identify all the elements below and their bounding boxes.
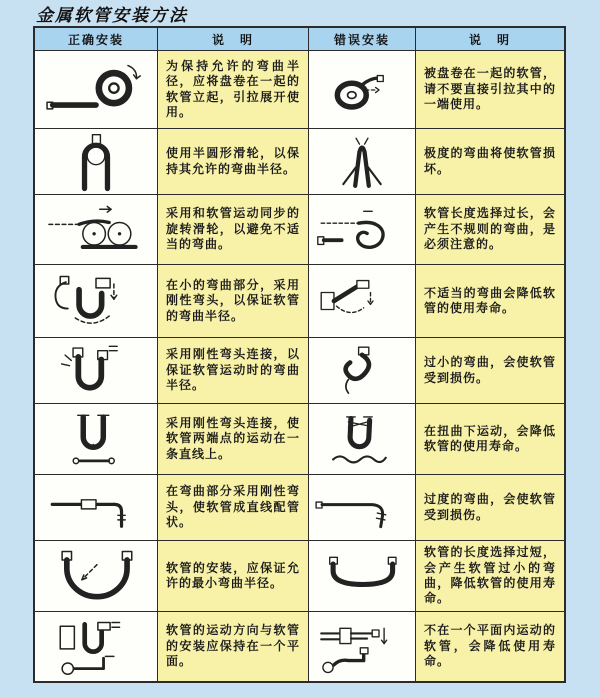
wrong-description: 过小的弯曲，会使软管受到损伤。 [416, 338, 564, 403]
table-row [35, 265, 564, 338]
hose-improper-bend-at-fitting-icon [311, 271, 413, 331]
hose-irregular-loop-icon [311, 200, 413, 260]
table-row [35, 51, 564, 129]
u-bend-endpoints-inline-icon [41, 408, 151, 470]
table-row [35, 195, 564, 265]
hose-too-small-bend-icon [311, 341, 413, 401]
correct-description: 在弯曲部分采用刚性弯头，使软管成直线配管状。 [158, 475, 309, 540]
correct-illustration-cell [35, 404, 158, 474]
table-row [35, 129, 564, 195]
wrong-description: 不在一个平面内运动的软管，会降低使用寿命。 [416, 612, 564, 681]
coiled-hose-standing-icon [38, 58, 154, 122]
page-title: 金属软管安装方法 [36, 6, 188, 26]
table-row [35, 541, 564, 612]
correct-description: 采用刚性弯头连接，使软管两端点的运动在一条直线上。 [158, 404, 309, 474]
correct-description: 为保持允许的弯曲半径，应将盘卷在一起的软管立起，引拉展开使用。 [158, 51, 309, 128]
wrong-description: 在扭曲下运动，会降低软管的使用寿命。 [416, 404, 564, 474]
table-row [35, 475, 564, 541]
correct-illustration-cell [35, 475, 158, 540]
header-wrong-description: 说 明 [468, 32, 511, 47]
hose-pinched-fold-icon [311, 132, 413, 192]
wrong-description: 不适当的弯曲会降低软管的使用寿命。 [416, 265, 564, 337]
coiled-hose-end-pulled-icon [311, 60, 413, 120]
table-row [35, 338, 564, 404]
wrong-description: 软管长度选择过长，会产生不规则的弯曲，是必须注意的。 [416, 195, 564, 264]
installation-table [33, 26, 566, 683]
wrong-illustration-cell [309, 195, 416, 264]
u-bend-twisted-icon [311, 409, 413, 469]
correct-description: 采用和软管运动同步的旋转滑轮，以避免不适当的弯曲。 [158, 195, 309, 264]
correct-illustration-cell [35, 51, 158, 128]
correct-description: 在小的弯曲部分，采用刚性弯头，以保证软管的弯曲半径。 [158, 265, 309, 337]
wrong-description: 极度的弯曲将使软管损坏。 [416, 129, 564, 194]
wrong-illustration-cell [309, 404, 416, 474]
rigid-elbow-small-bend-icon [38, 269, 154, 333]
hose-over-semicircular-pulley-icon [41, 132, 151, 192]
wrong-illustration-cell [309, 475, 416, 540]
header-correct-description: 说 明 [158, 28, 309, 50]
wrong-description: 被盘卷在一起的软管，请不要直接引拉其中的一端使用。 [416, 51, 564, 128]
wrong-description: 过度的弯曲，会使软管受到损伤。 [416, 475, 564, 540]
hose-motion-in-plane-icon [38, 615, 154, 679]
u-bend-minimum-radius-icon [38, 544, 154, 608]
wrong-description: 软管的长度选择过短，会产生软管过小的弯曲，降低软管的使用寿命。 [416, 541, 564, 611]
wrong-illustration-cell [309, 129, 416, 194]
wrong-illustration-cell [309, 338, 416, 403]
table-row [35, 404, 564, 475]
table-header-row [35, 28, 564, 51]
correct-illustration-cell [35, 541, 158, 611]
header-wrong-install: 错误安装 [309, 28, 416, 50]
correct-description: 软管的运动方向与软管的安装应保持在一个平面。 [158, 612, 309, 681]
hose-motion-out-of-plane-icon [311, 616, 413, 678]
correct-illustration-cell [35, 338, 158, 403]
wrong-illustration-cell [309, 541, 416, 611]
correct-illustration-cell [35, 195, 158, 264]
header-correct-install: 正确安装 [35, 28, 158, 50]
wrong-illustration-cell [309, 265, 416, 337]
correct-description: 采用刚性弯头连接，以保证软管运动时的弯曲半径。 [158, 338, 309, 403]
table-row [35, 612, 564, 681]
wrong-illustration-cell [309, 51, 416, 128]
correct-description: 软管的安装，应保证允许的最小弯曲半径。 [158, 541, 309, 611]
straight-run-rigid-elbow-icon [38, 477, 154, 539]
hose-over-bent-corner-icon [311, 478, 413, 538]
correct-illustration-cell [35, 612, 158, 681]
hose-on-rotating-pulleys-icon [38, 198, 154, 262]
correct-illustration-cell [35, 129, 158, 194]
wrong-illustration-cell [309, 612, 416, 681]
rigid-elbow-u-bend-icon [41, 341, 151, 401]
correct-description: 使用半圆形滑轮，以保持其允许的弯曲半径。 [158, 129, 309, 194]
hose-too-short-flat-bend-icon [311, 546, 413, 606]
correct-illustration-cell [35, 265, 158, 337]
